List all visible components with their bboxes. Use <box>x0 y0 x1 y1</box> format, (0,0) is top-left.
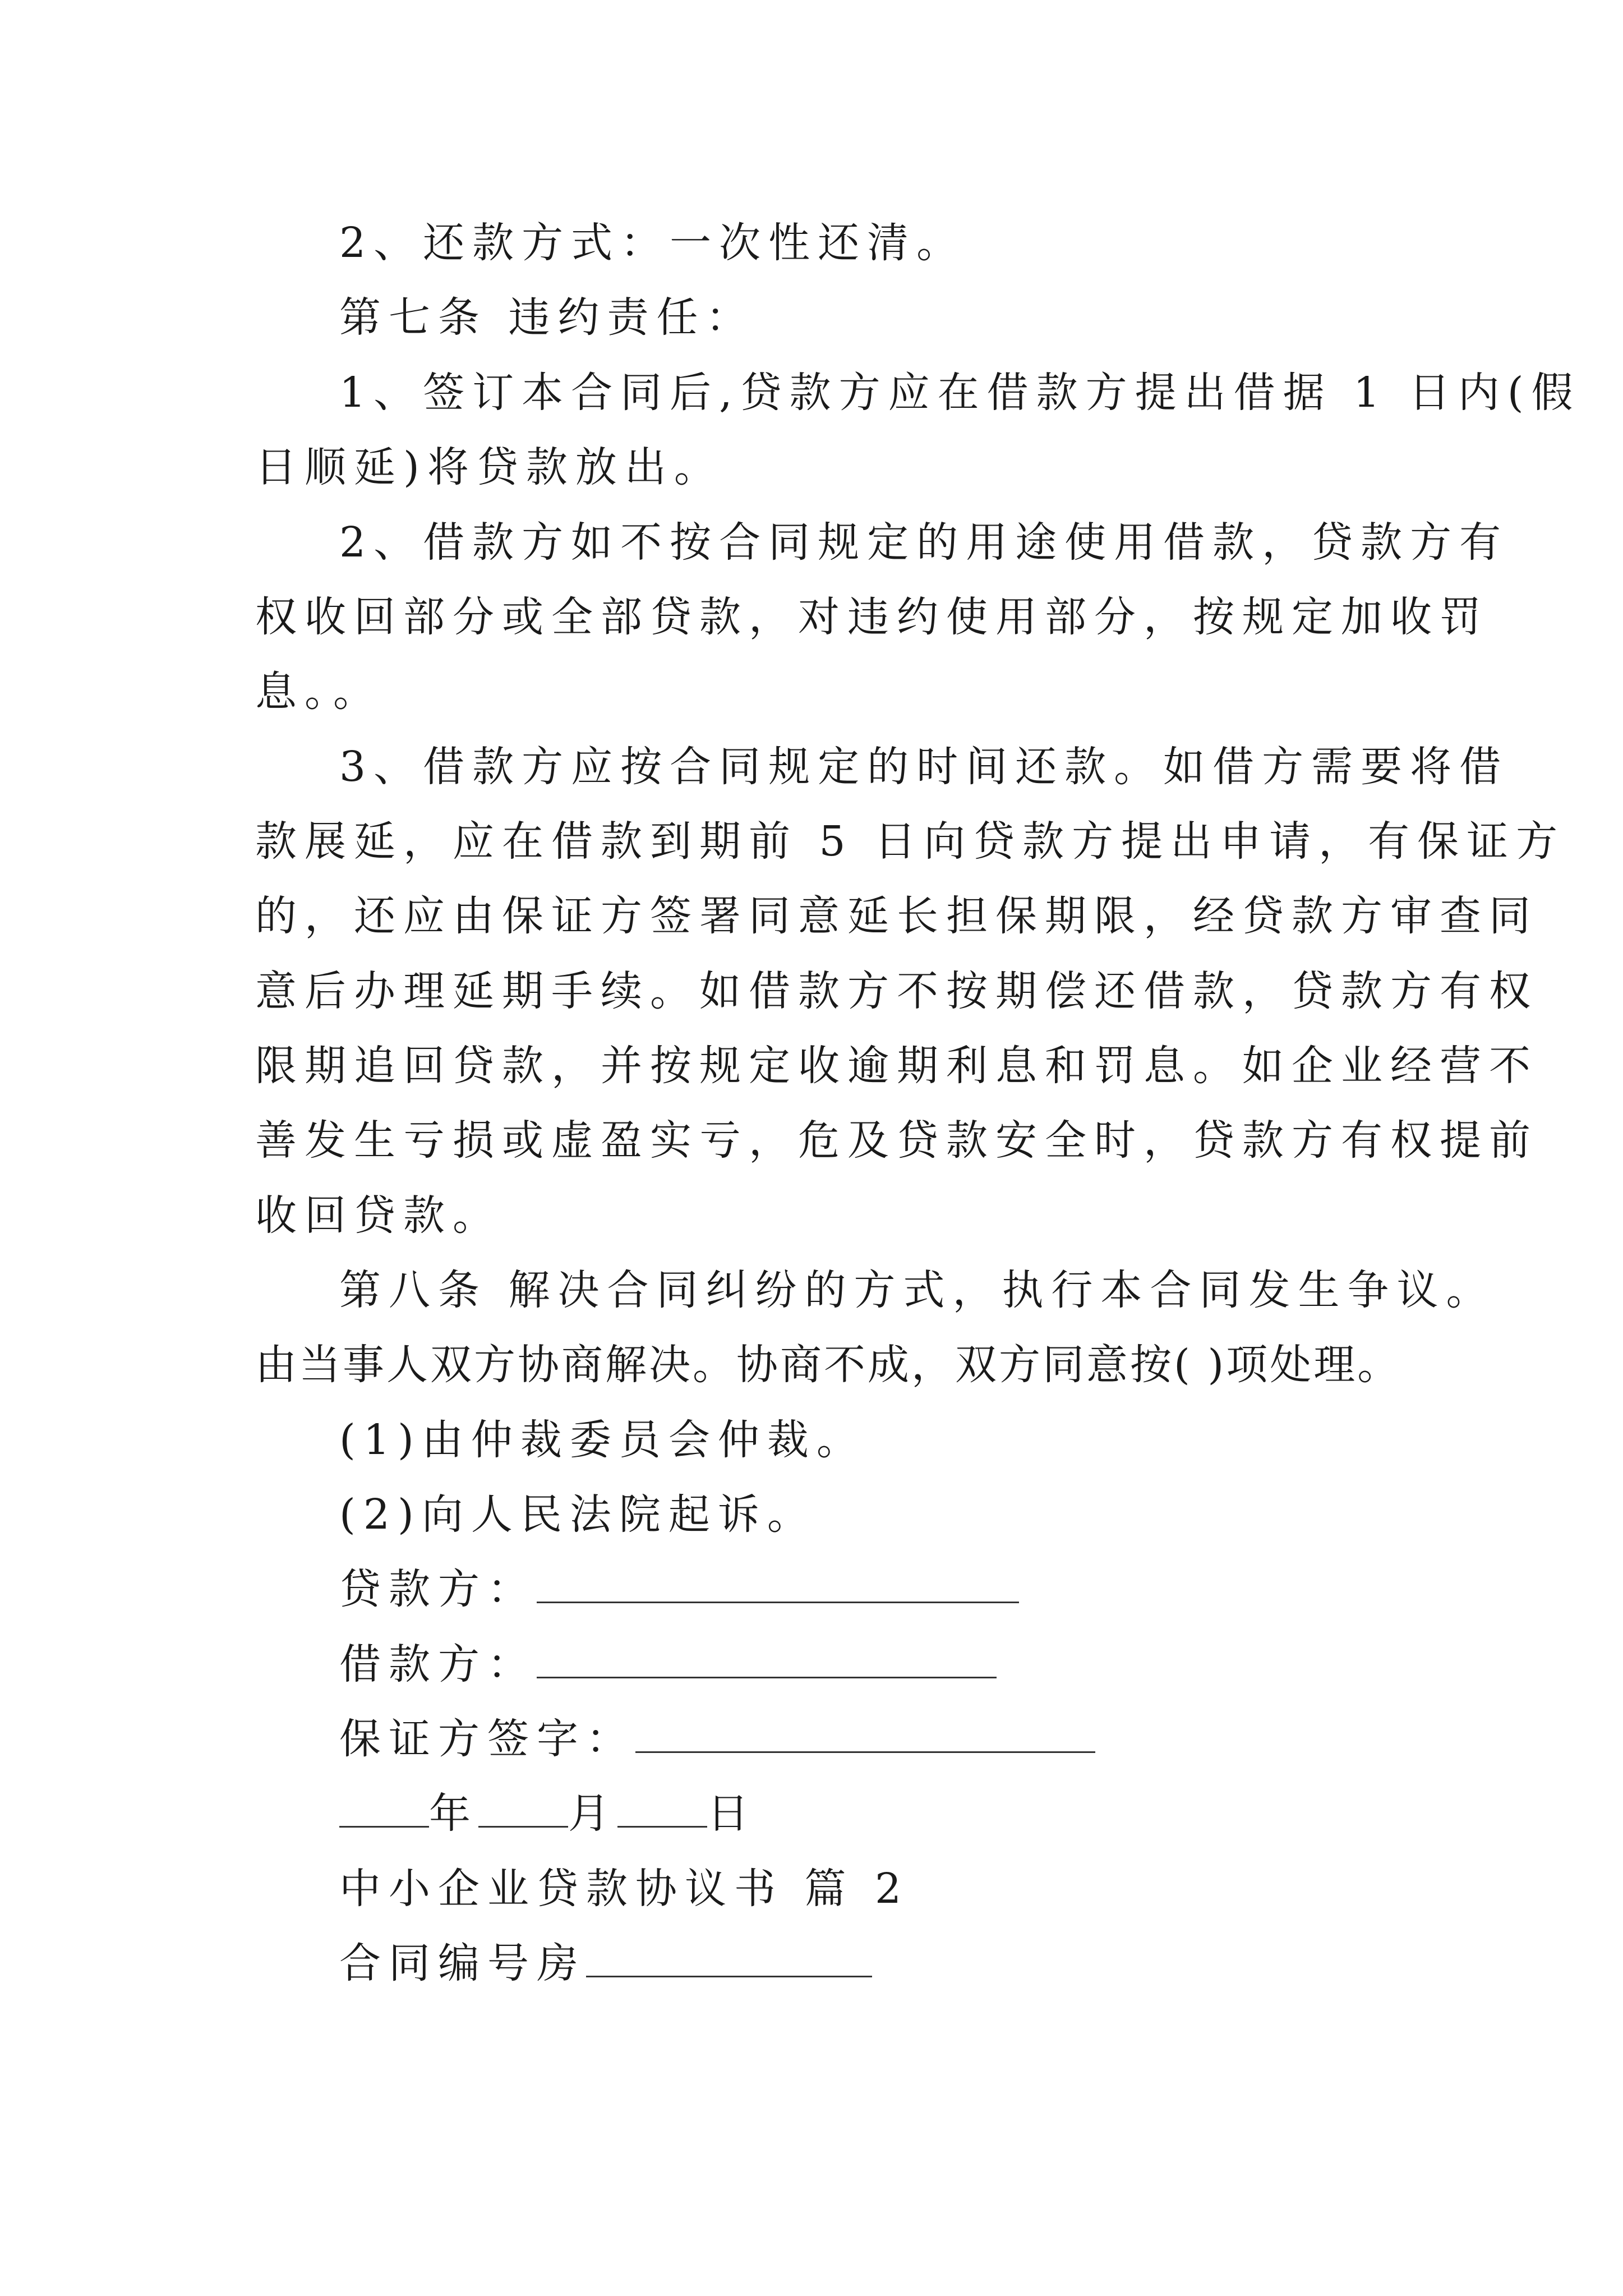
day-blank[interactable] <box>617 1787 707 1828</box>
article-7-clause-2-line-1: 2、借款方如不按合同规定的用途使用借款，贷款方有 <box>339 518 1509 567</box>
article-7-heading: 第七条 违约责任： <box>339 293 755 342</box>
article-7-clause-3-line-3: 的，还应由保证方签署同意延长担保期限，经贷款方审查同 <box>255 892 1538 940</box>
guarantor-signature-blank[interactable] <box>635 1712 1095 1753</box>
article-7-clause-2-line-2: 权收回部分或全部贷款，对违约使用部分，按规定加收罚 <box>255 593 1489 641</box>
article-8-option-2: (2)向人民法院起诉。 <box>339 1490 817 1539</box>
article-8-line-1: 第八条 解决合同纠纷的方式，执行本合同发生争议。 <box>339 1266 1496 1314</box>
borrower-label: 借款方： <box>339 1640 537 1688</box>
year-label: 年 <box>429 1789 478 1838</box>
month-label: 月 <box>568 1789 617 1838</box>
guarantor-label: 保证方签字： <box>339 1715 635 1763</box>
lender-signature-blank[interactable] <box>537 1562 1019 1603</box>
month-blank[interactable] <box>478 1787 568 1828</box>
borrower-signature-blank[interactable] <box>537 1637 997 1678</box>
article-8-line-2: 由当事人双方协商解决。协商不成，双方同意按( )项处理。 <box>255 1341 1401 1389</box>
article-8-option-1: (1)由仲裁委员会仲裁。 <box>339 1416 866 1464</box>
guarantor-signature-row <box>339 1711 1095 1767</box>
lender-signature-row <box>339 1561 1019 1617</box>
contract-number-row <box>339 1935 872 1991</box>
article-7-clause-3-line-5: 限期追回贷款，并按规定收逾期利息和罚息。如企业经营不 <box>255 1042 1538 1090</box>
article-7-clause-1-line-1: 1、签订本合同后,贷款方应在借款方提出借据 1 日内(假 <box>339 369 1581 417</box>
lender-label: 贷款方： <box>339 1565 537 1613</box>
article-7-clause-3-line-1: 3、借款方应按合同规定的时间还款。如借方需要将借 <box>339 743 1509 791</box>
section-2-heading: 中小企业贷款协议书 篇 2 <box>339 1865 910 1913</box>
article-7-clause-3-line-4: 意后办理延期手续。如借款方不按期偿还借款，贷款方有权 <box>255 967 1538 1015</box>
contract-number-label: 合同编号房 <box>339 1939 586 1987</box>
repayment-method-line: 2、还款方式：一次性还清。 <box>339 219 966 267</box>
borrower-signature-row <box>339 1636 997 1692</box>
article-7-clause-3-line-7: 收回贷款。 <box>255 1191 502 1240</box>
article-7-clause-3-line-6: 善发生亏损或虚盈实亏，危及贷款安全时，贷款方有权提前 <box>255 1116 1538 1165</box>
date-row <box>339 1786 757 1842</box>
day-label: 日 <box>707 1789 757 1838</box>
article-7-clause-1-line-2: 日顺延)将贷款放出。 <box>255 443 723 491</box>
contract-number-blank[interactable] <box>586 1936 872 1977</box>
article-7-clause-2-line-3: 息。。 <box>255 668 382 716</box>
article-7-clause-3-line-2: 款展延，应在借款到期前 5 日向贷款方提出申请，有保证方 <box>255 817 1566 866</box>
year-blank[interactable] <box>339 1787 429 1828</box>
